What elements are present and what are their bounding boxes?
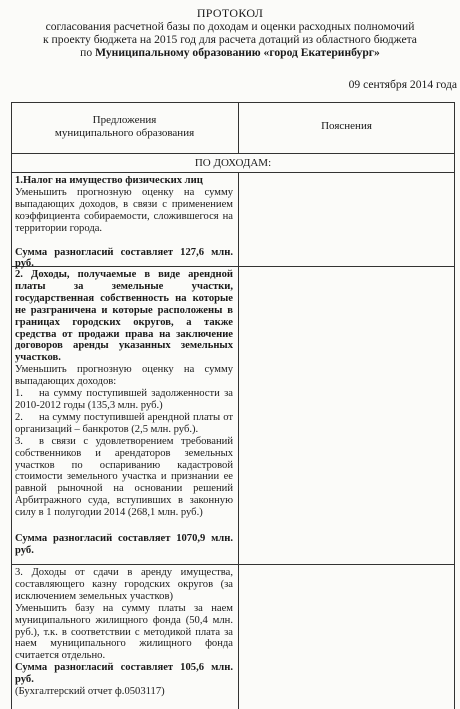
table-border-left: [11, 102, 12, 709]
row2-divider: [11, 564, 455, 565]
column-header-explanations: Пояснения: [321, 120, 372, 132]
item2-point-1: [15, 388, 233, 412]
column-header-proposals-line1: Предложения: [92, 114, 157, 126]
item2-point-2-text: на сумму поступившей арендной платы от организаций – банкротов (2,5 млн. руб.).: [15, 411, 233, 435]
item2-point-3: [15, 436, 233, 519]
item3-note: (Бухгалтерский отчет ф.0503117): [15, 686, 165, 698]
protocol-subtitle-2: к проекту бюджета на 2015 год для расчета дотаций из областного бюджета: [43, 33, 417, 46]
municipality-name: Муниципальному образованию «город Екатеринбург»: [95, 46, 380, 59]
item2-title: 2. Доходы, получаемые в виде арендной платы за земельные участки, государственная собственность на которые не разграничена и которые расположены в границах городских округов, а также средства от продажи права на заключение договоров аренды указанных земельных участков.: [15, 269, 233, 364]
item3-body: Уменьшить базу на сумму платы за наем муниципального жилищного фонда (50,4 млн. руб.), т.к. в соответствии с методикой плата за наем муниципального жилищного фонда считается отдельно.: [15, 602, 233, 662]
protocol-title: ПРОТОКОЛ: [196, 6, 264, 20]
item2-point-2-num: 2.: [15, 411, 23, 423]
item1-sum: Сумма разногласий составляет 127,6 млн. руб.: [15, 246, 233, 270]
item2-point-3-num: 3.: [15, 435, 23, 447]
table-row-3: [15, 567, 233, 698]
protocol-subtitle-3: [0, 46, 460, 59]
subtitle-prefix: по: [80, 46, 93, 59]
proposals-table: [11, 102, 455, 709]
section-divider: [11, 172, 455, 173]
item3-sum: Сумма разногласий составляет 105,6 млн. руб.: [15, 662, 233, 686]
protocol-date: 09 сентября 2014 года: [348, 78, 457, 91]
item1-body: Уменьшить прогнозную оценку на сумму выпадающих доходов, в связи с применением коэффициента собираемости, сложившегося на территории города.: [15, 186, 233, 234]
table-header-divider: [11, 153, 455, 154]
column-header-proposals: [11, 114, 238, 140]
item2-point-2: [15, 412, 233, 436]
item2-intro: Уменьшить прогнозную оценку на сумму выпадающих доходов:: [15, 364, 233, 388]
item2-point-1-text: на сумму поступившей задолженности за 2010-2012 годы (135,3 млн. руб.): [15, 388, 233, 411]
column-header-proposals-line2: муниципального образования: [54, 127, 195, 139]
item2-point-3-text: в связи с удовлетворением требований собственников и арендаторов земельных участков по оспариванию кадастровой стоимости земельного участка и признании ее равной рыночной на основании решений Арбитражного суда, вступивших в законную силу в 1 полугодии 2014 (268,1 млн. руб.): [15, 435, 233, 519]
section-heading-income: ПО ДОХОДАМ:: [194, 157, 272, 169]
table-border-top: [11, 102, 455, 103]
table-row-1: [15, 175, 233, 270]
item3-title: 3. Доходы от сдачи в аренду имущества, составляющего казну городских округов (за исключением земельных участков): [15, 567, 233, 602]
table-border-right: [454, 102, 455, 709]
column-divider-body: [238, 172, 239, 709]
protocol-subtitle-1: согласования расчетной базы по доходам и оценки расходных полномочий: [45, 20, 415, 33]
item1-title: 1.Налог на имущество физических лиц: [15, 175, 203, 186]
item2-point-1-num: 1.: [15, 388, 23, 400]
table-row-2: [15, 269, 233, 557]
item2-sum: Сумма разногласий составляет 1070,9 млн. руб.: [15, 533, 233, 556]
